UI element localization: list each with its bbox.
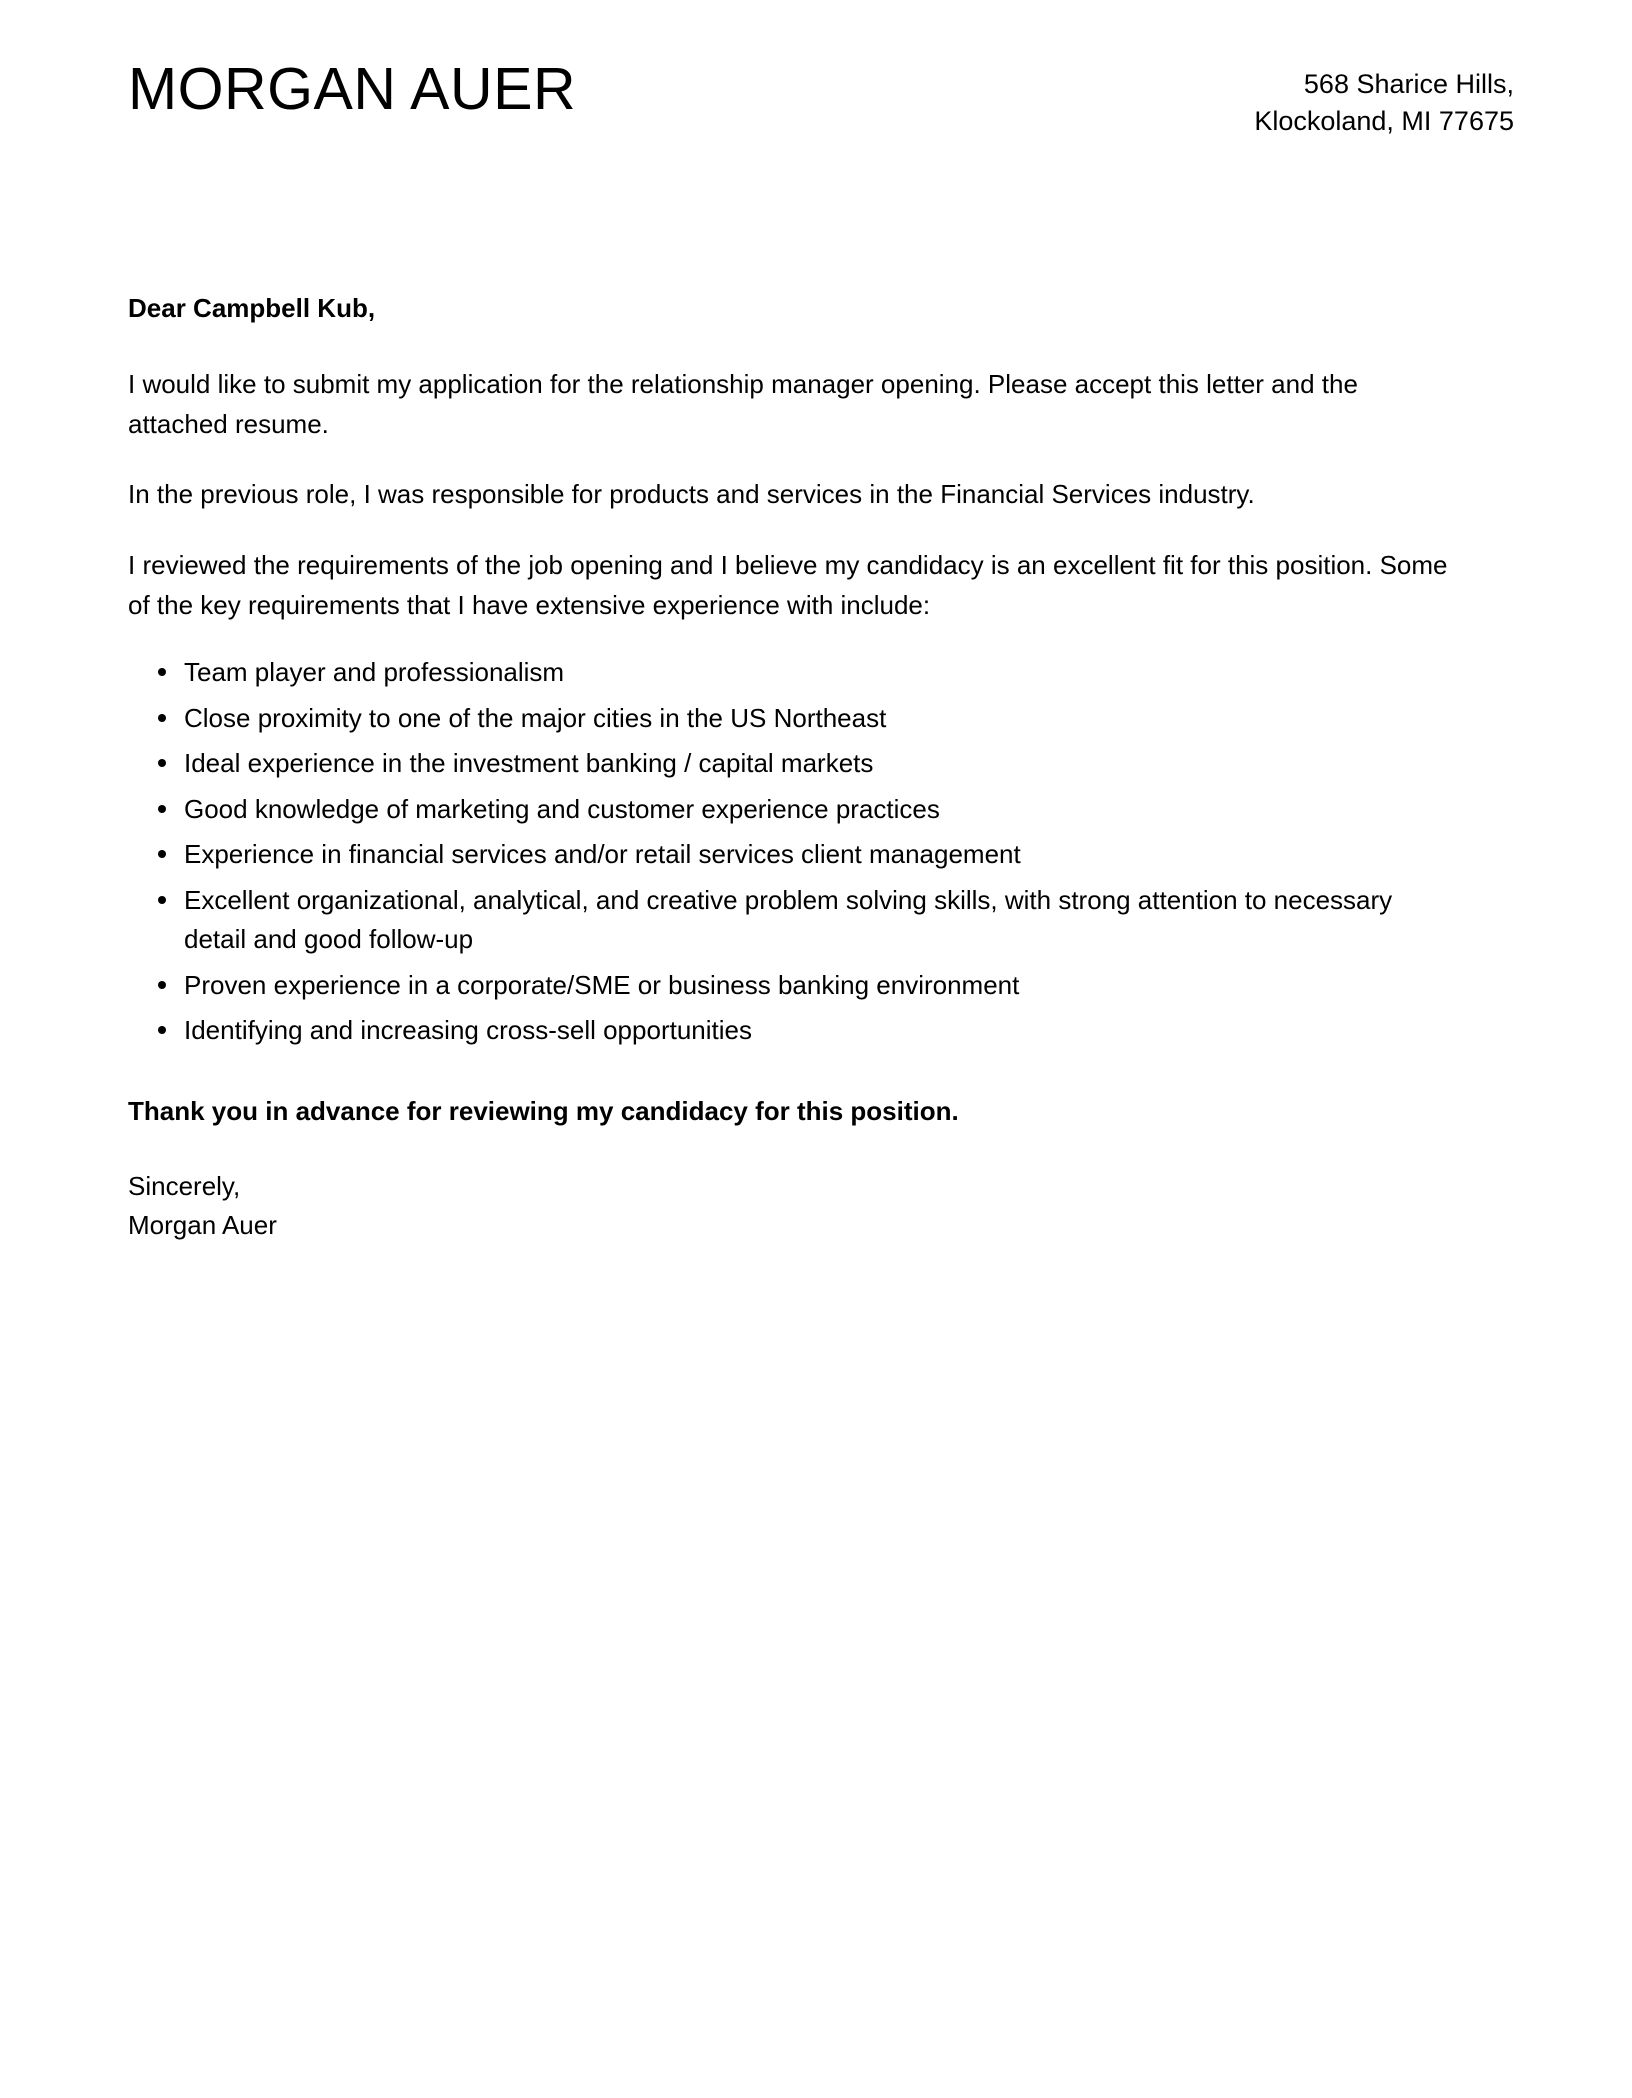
letter-header <box>128 56 1514 141</box>
list-item <box>128 1011 1424 1051</box>
list-item-label: Close proximity to one of the major cities in the US Northeast <box>184 702 887 733</box>
page-title: MORGAN AUER <box>128 56 577 122</box>
signoff-label: Sincerely, <box>128 1170 241 1201</box>
letter-body <box>128 290 1448 1246</box>
bullet-icon <box>158 896 166 904</box>
bullet-icon <box>158 1026 166 1034</box>
paragraph-intro: I would like to submit my application for the relationship manager opening. Please accept this letter and the attached resume. <box>128 368 1358 439</box>
list-item-label: Good knowledge of marketing and customer experience practices <box>184 793 940 824</box>
address-line-street: 568 Sharice Hills, <box>1303 69 1514 99</box>
list-item <box>128 835 1424 875</box>
bullet-icon <box>158 981 166 989</box>
bullet-icon <box>158 759 166 767</box>
list-item-label: Ideal experience in the investment banking / capital markets <box>184 748 874 779</box>
list-item-label: Identifying and increasing cross-sell opportunities <box>184 1015 752 1046</box>
paragraph-requirements-lead-in: I reviewed the requirements of the job opening and I believe my candidacy is an excellent fit for this position. Some of the key requirements that I have extensive experience with include: <box>128 549 1448 620</box>
list-item <box>128 881 1424 960</box>
requirements-list <box>128 653 1448 1051</box>
signature-block <box>128 1167 1448 1246</box>
closing-statement: Thank you in advance for reviewing my candidacy for this position. <box>128 1095 959 1126</box>
list-item-label: Team player and professionalism <box>184 657 565 688</box>
list-item-label: Excellent organizational, analytical, and creative problem solving skills, with strong attention to necessary detail and good follow-up <box>184 884 1393 955</box>
sender-address-block <box>1254 56 1514 141</box>
list-item <box>128 790 1424 830</box>
bullet-icon <box>158 850 166 858</box>
bullet-icon <box>158 805 166 813</box>
list-item <box>128 699 1424 739</box>
signature-name: Morgan Auer <box>128 1210 277 1241</box>
paragraph-previous-role: In the previous role, I was responsible for products and services in the Financial Services industry. <box>128 479 1255 510</box>
list-item <box>128 653 1424 693</box>
list-item <box>128 966 1424 1006</box>
address-line-city-state-zip: Klockoland, MI 77675 <box>1254 106 1514 137</box>
list-item-label: Experience in financial services and/or retail services client management <box>184 839 1021 870</box>
bullet-icon <box>158 714 166 722</box>
list-item <box>128 744 1424 784</box>
bullet-icon <box>158 668 166 676</box>
salutation: Dear Campbell Kub, <box>128 293 376 323</box>
list-item-label: Proven experience in a corporate/SME or business banking environment <box>184 969 1020 1000</box>
